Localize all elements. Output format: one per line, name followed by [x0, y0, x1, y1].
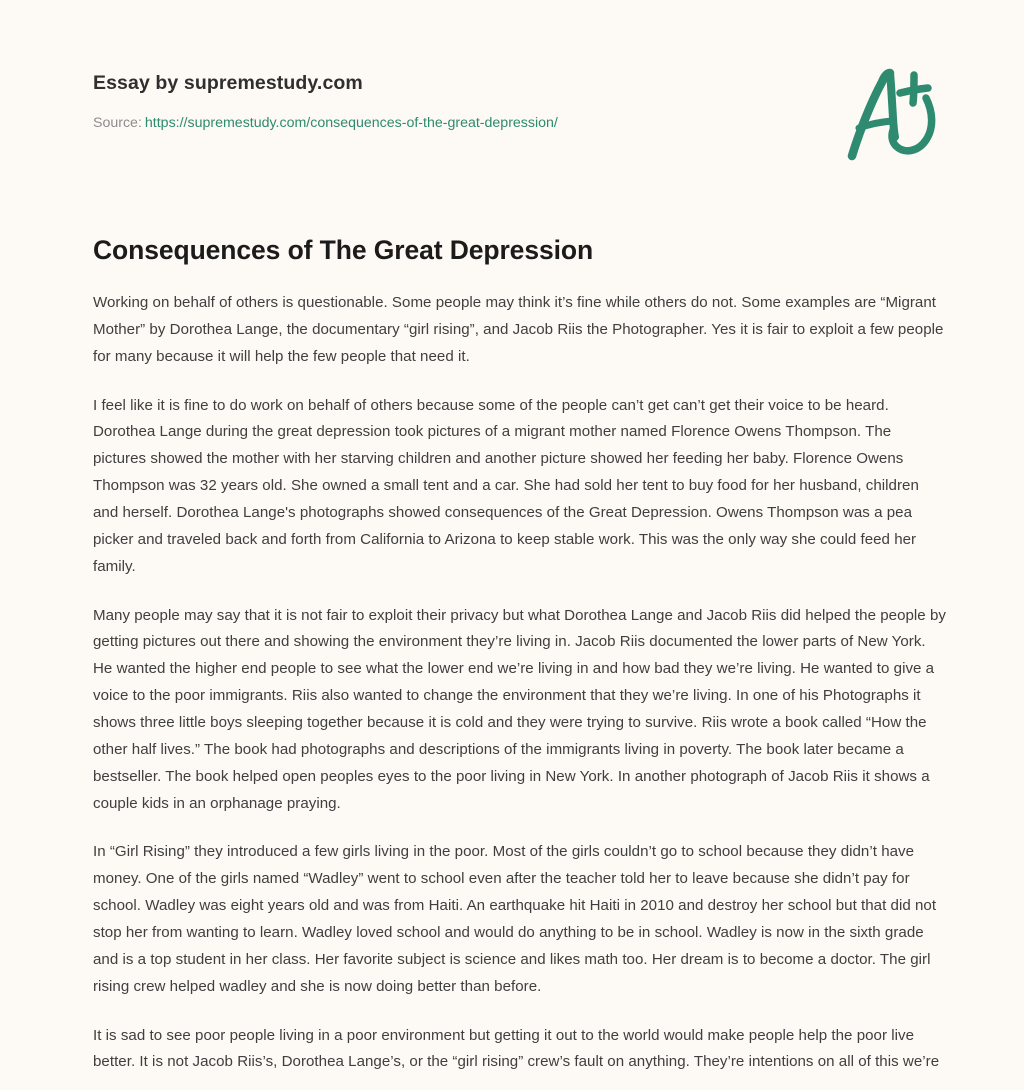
page-header	[0, 0, 1024, 133]
source-line	[93, 114, 931, 132]
article	[0, 133, 1024, 1076]
article-body	[93, 290, 946, 1076]
paragraph: Many people may say that it is not fair to exploit their privacy but what Dorothea Lange and Jacob Riis did helped the people by getting pictures out there and showing the environment they’re living in. Jacob Riis documented the lower parts of New York. He wanted the higher end people to see what the lower end we’re living in and how bad they we’re living. He wanted to give a voice to the poor immigrants. Riis also wanted to change the environment that they we’re living. In one of his Photographs it shows three little boys sleeping together because it is cold and they were trying to survive. Riis wrote a book called “How the other half lives.” The book had photographs and descriptions of the immigrants living in poverty. The book later became a bestseller. The book helped open peoples eyes to the poor living in New York. In another photograph of Jacob Riis it shows a couple kids in an orphanage praying.	[93, 606, 946, 812]
paragraph: I feel like it is fine to do work on behalf of others because some of the people can’t get can’t get their voice to be heard. Dorothea Lange during the great depression took pictures of a migrant mother named Florence Owens Thompson. The pictures showed the mother with her starving children and another picture showed her feeding her baby. Florence Owens Thompson was 32 years old. She owned a small tent and a car. She had sold her tent to buy food for her husband, children and herself. Dorothea Lange's photographs showed consequences of the Great Depression. Owens Thompson was a pea picker and traveled back and forth from California to Arizona to keep stable work. This was the only way she could feed her family.	[93, 396, 919, 575]
paragraph: In “Girl Rising” they introduced a few girls living in the poor. Most of the girls couldn’t go to school because they didn’t have money. One of the girls named “Wadley” went to school even after the teacher told her to leave because she didn’t pay for school. Wadley was eight years old and was from Haiti. An earthquake hit Haiti in 2010 and destroy her school but that did not stop her from wanting to learn. Wadley loved school and would do anything to be in school. Wadley is now in the sixth grade and is a top student in her class. Her favorite subject is science and likes math too. Her dream is to become a doctor. The girl rising crew helped wadley and she is now doing better than before.	[93, 843, 937, 995]
byline: Essay by supremestudy.com	[93, 72, 363, 94]
source-label: Source:	[93, 115, 142, 132]
paragraph: It is sad to see poor people living in a poor environment but getting it out to the world would make people help the poor live better. It is not Jacob Riis’s, Dorothea Lange’s, or the “girl rising” crew’s fault on anything. They’re intentions on all of this we’re	[93, 1026, 940, 1071]
source-url-link[interactable]: https://supremestudy.com/consequences-of-the-great-depression/	[144, 115, 558, 132]
paragraph: Working on behalf of others is questionable. Some people may think it’s fine while others do not. Some examples are “Migrant Mother” by Dorothea Lange, the documentary “girl rising”, and Jacob Riis the Photographer. Yes it is fair to exploit a few people for many because it will help the few people that need it.	[93, 293, 944, 365]
page-title: Consequences of The Great Depression	[93, 234, 594, 265]
